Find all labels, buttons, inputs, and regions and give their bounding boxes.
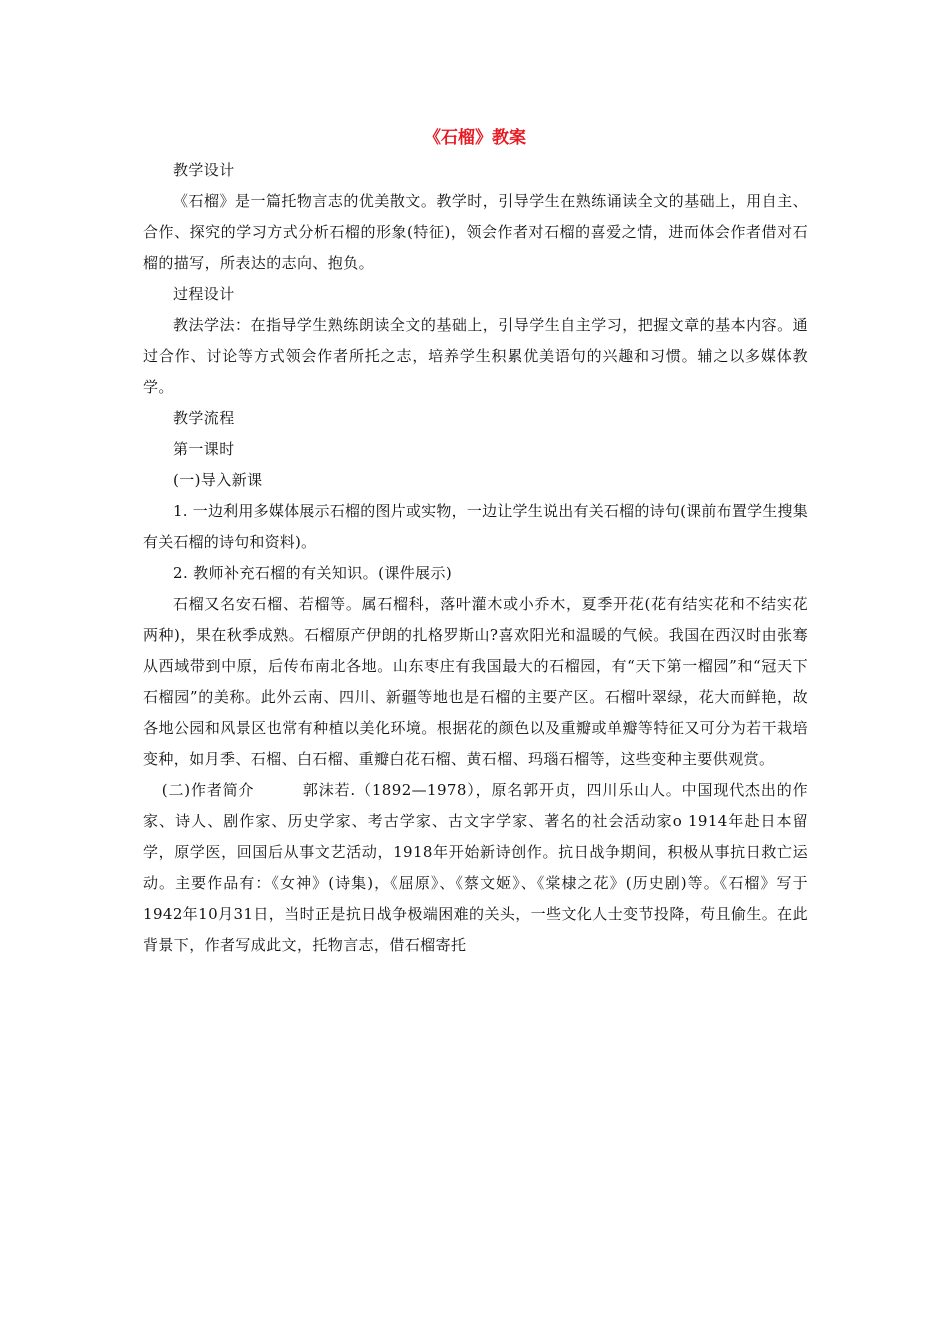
heading-teaching-flow: 教学流程	[173, 409, 235, 427]
paragraph-pomegranate-knowledge: 石榴又名安石榴、若榴等。属石榴科，落叶灌木或小乔木，夏季开花(花有结实花和不结实花两种)，果在秋季成熟。石榴原产伊朗的扎格罗斯山?喜欢阳光和温暖的气候。我国在西汉时由张骞从西域带到中原，后传布南北各地。山东枣庄有我国最大的石榴园，有“天下第一榴园”和“冠天下石榴园”的美称。此外云南、四川、新疆等地也是石榴的主要产区。石榴叶翠绿，花大而鲜艳，故各地公园和风景区也常有种植以美化环境。根据花的颜色以及重瓣或单瓣等特征又可分为若干栽培变种，如月季、石榴、白石榴、重瓣白花石榴、黄石榴、玛瑙石榴等，这些变种主要供观赏。	[143, 595, 808, 768]
heading-introduction: (一)导入新课	[173, 471, 263, 489]
heading-process-design: 过程设计	[173, 285, 235, 303]
paragraph-intro: 《石榴》是一篇托物言志的优美散文。教学时，引导学生在熟练诵读全文的基础上，用自主、合作、探究的学习方式分析石榴的形象(特征)，领会作者对石榴的喜爱之情，进而体会作者借对石榴的描写，所表达的志向、抱负。	[143, 192, 808, 272]
author-text: 郭沫若.（1892—1978），原名郭开贞，四川乐山人。中国现代杰出的作家、诗人、剧作家、历史学家、考古学家、古文字学家、著名的社会活动家o 1914年赴日本留学，原学医，回国后从事文艺活动，1918年开始新诗创作。抗日战争期间，积极从事抗日救亡运动。主要作品有：《女神》(诗集)，《屈原》、《蔡文姬》、《棠棣之花》(历史剧)等。《石榴》写于1942年10月31日，当时正是抗日战争极端困难的关头，一些文化人士变节投降，苟且偷生。在此背景下，作者写成此文，托物言志，借石榴寄托	[143, 781, 808, 954]
heading-lesson-one: 第一课时	[173, 440, 235, 458]
paragraph-author	[143, 775, 808, 961]
document-title: 《石榴》教案	[424, 128, 526, 148]
paragraph-method: 教法学法：在指导学生熟练朗读全文的基础上，引导学生自主学习，把握文章的基本内容。通过合作、讨论等方式领会作者所托之志，培养学生积累优美语句的兴趣和习惯。辅之以多媒体教学。	[143, 316, 808, 396]
heading-teaching-design: 教学设计	[173, 161, 235, 179]
heading-author-intro: (二)作者简介	[161, 781, 255, 799]
document-body	[143, 155, 808, 961]
list-item-2: 2. 教师补充石榴的有关知识。(课件展示)	[173, 564, 453, 582]
list-item-1: 1. 一边利用多媒体展示石榴的图片或实物，一边让学生说出有关石榴的诗句(课前布置学生搜集有关石榴的诗句和资料)。	[143, 502, 808, 551]
